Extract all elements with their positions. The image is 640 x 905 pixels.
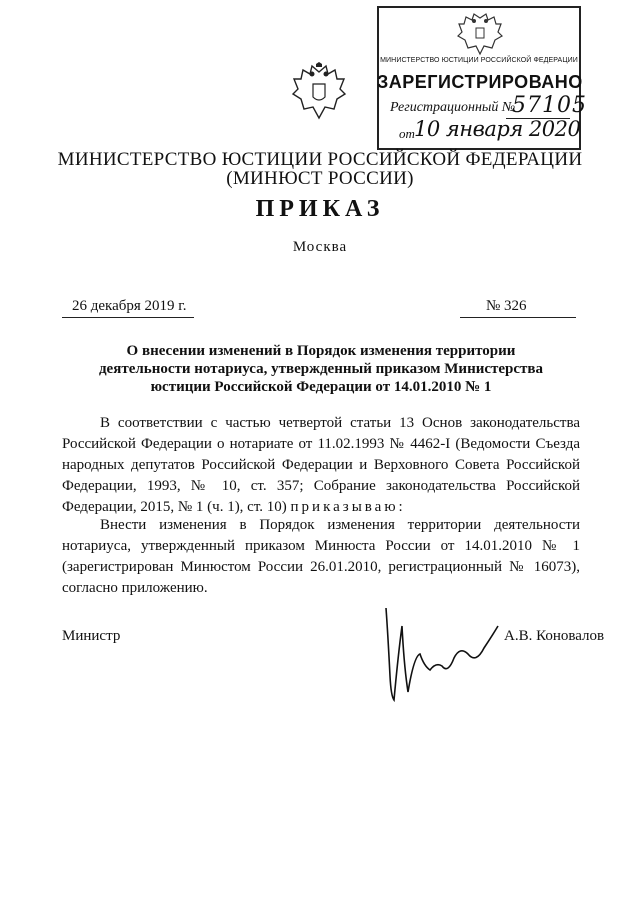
- stamp-date-label: от: [399, 126, 415, 141]
- body-paragraph-2: Внести изменения в Порядок изменения территории деятельности нотариуса, утвержденный приказом Минюста России от 14.01.2010 № 1 (зарегистрирован Минюстом России 26.01.2010, регистрационный № 16073), согласно приложению.: [62, 517, 580, 596]
- document-number: № 326: [486, 298, 527, 314]
- stamp-regnum-label: Регистрационный №: [390, 100, 516, 115]
- stamp-date-value: 10 января 2020: [414, 117, 581, 141]
- city: Москва: [292, 239, 348, 255]
- ministry-short-name: (МИНЮСТ РОССИИ): [226, 168, 414, 189]
- body-paragraph-1-text: В соответствии с частью четвертой статьи 13 Основ законодательства Российской Федерации о нотариате от 11.02.1993 № 4462-I (Ведомости Съезда народных депутатов Российской Федерации и Верховного Совета Российской Федерации, 1993, № 10, ст. 357; Собрание законодательства Российской Федерации, 2015, № 1 (ч. 1), ст. 10): [62, 415, 580, 515]
- ministry-title: МИНИСТЕРСТВО ЮСТИЦИИ РОССИЙСКОЙ ФЕДЕРАЦИИ: [57, 149, 583, 170]
- coat-of-arms-icon: [456, 12, 504, 56]
- stamp-regnum-value: 57105: [512, 93, 587, 118]
- number-underline: [460, 317, 576, 318]
- body-paragraph-1: [62, 413, 580, 518]
- signer-name: А.В. Коновалов: [504, 628, 605, 644]
- coat-of-arms-icon: [291, 62, 348, 124]
- signer-position: Министр: [62, 628, 121, 644]
- date-underline: [62, 317, 194, 318]
- order-word: приказываю:: [290, 499, 406, 515]
- document-type: ПРИКАЗ: [255, 196, 385, 222]
- document-date: 26 декабря 2019 г.: [72, 298, 187, 314]
- stamp-ministry-name: МИНИСТЕРСТВО ЮСТИЦИИ РОССИЙСКОЙ ФЕДЕРАЦИИ: [380, 57, 578, 64]
- handwritten-signature: [384, 596, 504, 706]
- stamp-registered-label: ЗАРЕГИСТРИРОВАНО: [377, 72, 583, 92]
- document-subject: О внесении изменений в Порядок изменения территории деятельности нотариуса, утвержденный приказом Министерства юстиции Российской Федерации от 14.01.2010 № 1: [98, 343, 544, 395]
